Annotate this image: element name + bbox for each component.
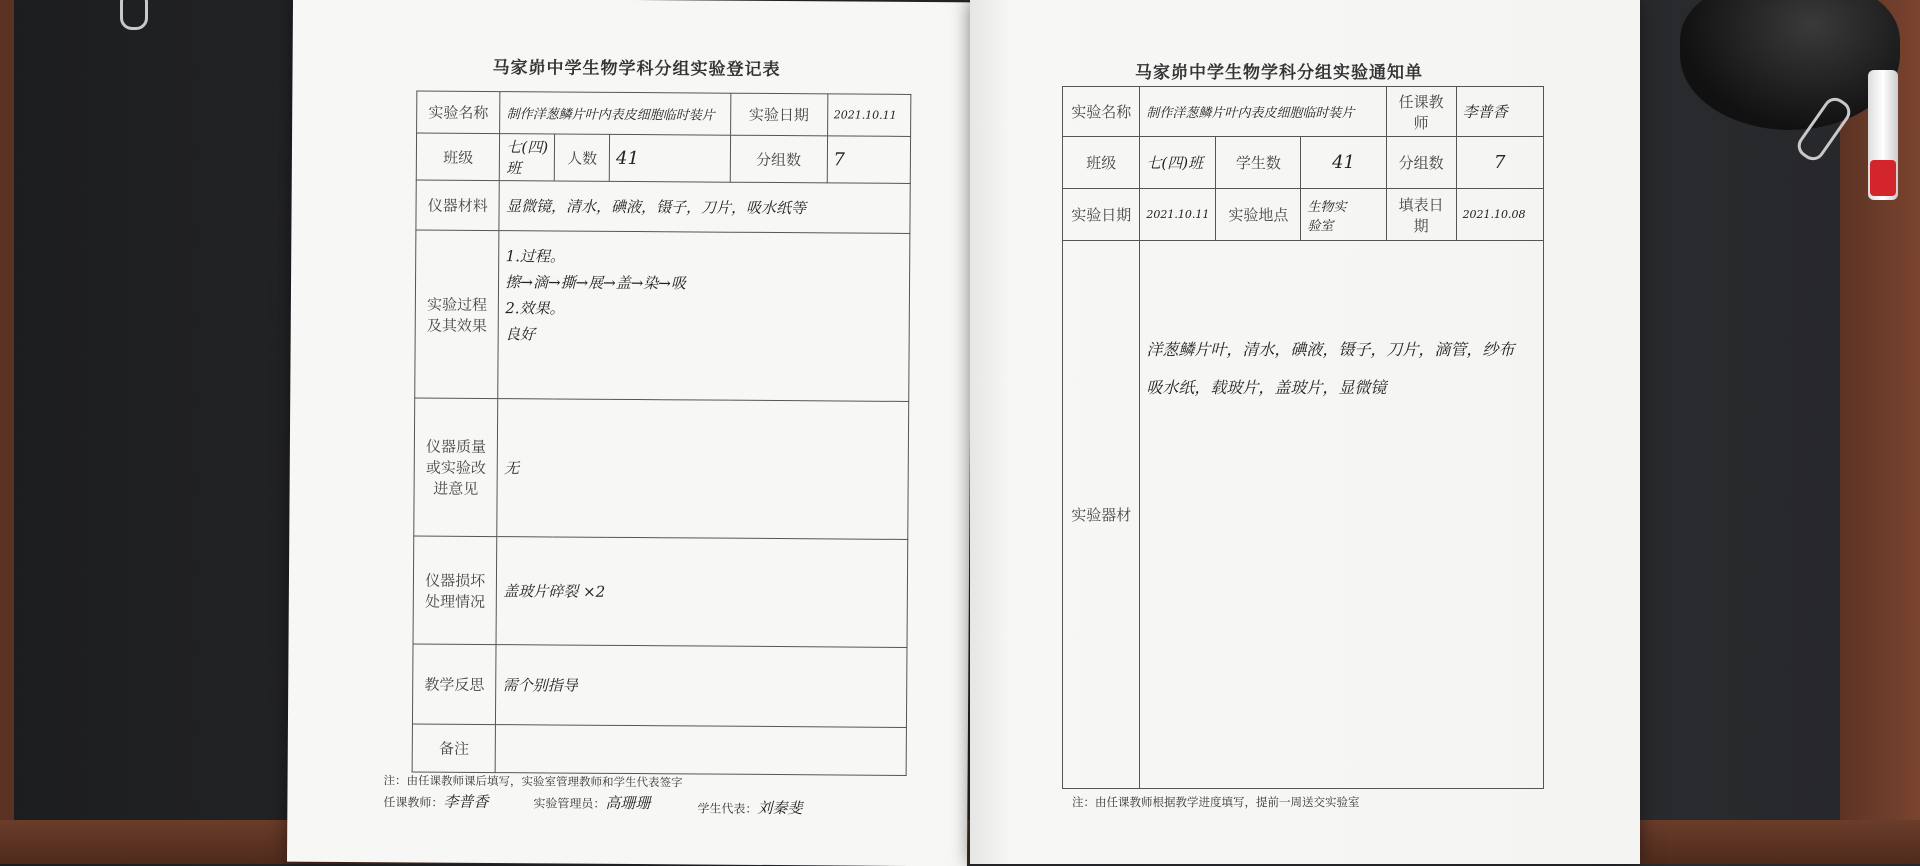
value-experiment-name: 制作洋葱鳞片叶内表皮细胞临时装片 bbox=[1140, 87, 1386, 137]
label-count: 人数 bbox=[555, 134, 610, 181]
label-materials: 仪器材料 bbox=[416, 180, 500, 231]
label-quality: 仪器质量 或实验改 进意见 bbox=[414, 398, 498, 537]
notification-table bbox=[1062, 86, 1544, 789]
label-remark: 备注 bbox=[412, 724, 496, 773]
signature-student-label: 学生代表： bbox=[697, 801, 758, 816]
value-damage: 盖玻片碎裂 ×2 bbox=[496, 537, 907, 648]
label-fill-date: 填表日期 bbox=[1386, 189, 1456, 241]
label-class: 班级 bbox=[416, 133, 500, 181]
signature-admin-value: 高珊珊 bbox=[605, 793, 651, 813]
footnote: 注：由任课教师课后填写，实验室管理教师和学生代表签字 bbox=[383, 773, 683, 790]
signature-teacher bbox=[383, 790, 488, 812]
value-fill-date: 2021.10.08 bbox=[1456, 189, 1543, 241]
value-count: 41 bbox=[609, 134, 730, 182]
page-title: 马家峁中学生物学科分组实验登记表 bbox=[492, 58, 781, 81]
value-groups: 7 bbox=[827, 136, 911, 184]
page-title: 马家峁中学生物学科分组实验通知单 bbox=[1135, 63, 1423, 83]
value-place: 生物实 验室 bbox=[1301, 189, 1386, 241]
signature-teacher-label: 任课教师： bbox=[383, 795, 444, 810]
label-place: 实验地点 bbox=[1216, 189, 1301, 241]
signature-admin-label: 实验管理员： bbox=[533, 796, 606, 811]
signature-student-value: 刘秦斐 bbox=[757, 798, 803, 818]
label-students: 学生数 bbox=[1216, 137, 1301, 189]
value-quality: 无 bbox=[497, 399, 909, 540]
label-process: 实验过程 及其效果 bbox=[415, 230, 500, 399]
notification-sheet bbox=[970, 0, 1640, 864]
signature-teacher-value: 李普香 bbox=[443, 792, 489, 812]
value-students: 41 bbox=[1301, 137, 1386, 189]
value-groups: 7 bbox=[1456, 137, 1543, 189]
label-teacher: 任课教师 bbox=[1386, 87, 1456, 137]
paper-clip-icon bbox=[120, 0, 148, 30]
marker-pen-cap bbox=[1870, 160, 1896, 196]
signature-student bbox=[697, 796, 802, 818]
registration-table bbox=[412, 91, 912, 776]
label-experiment-name: 实验名称 bbox=[417, 91, 501, 134]
value-experiment-date: 2021.10.11 bbox=[827, 94, 911, 137]
value-experiment-name: 制作洋葱鳞片叶内表皮细胞临时装片 bbox=[500, 92, 731, 136]
registration-sheet bbox=[287, 0, 973, 866]
label-groups: 分组数 bbox=[730, 135, 827, 183]
footnote: 注：由任课教师根据教学进度填写，提前一周送交实验室 bbox=[1072, 795, 1360, 809]
value-materials: 显微镜，清水，碘液，镊子，刀片，吸水纸等 bbox=[499, 181, 910, 234]
label-class: 班级 bbox=[1063, 137, 1140, 189]
value-process: 1.过程。 擦→滴→撕→展→盖→染→吸 2.效果。 良好 bbox=[498, 231, 910, 402]
value-reflection: 需个别指导 bbox=[496, 645, 907, 728]
label-groups: 分组数 bbox=[1386, 137, 1456, 189]
desk-edge bbox=[0, 0, 14, 864]
label-experiment-name: 实验名称 bbox=[1063, 87, 1140, 137]
signature-admin bbox=[533, 791, 650, 813]
value-remark bbox=[496, 725, 907, 776]
value-class: 七(四)班 bbox=[1140, 137, 1216, 189]
value-teacher: 李普香 bbox=[1456, 87, 1543, 137]
label-experiment-date: 实验日期 bbox=[730, 93, 827, 136]
value-class: 七(四)班 bbox=[500, 134, 555, 181]
label-reflection: 教学反思 bbox=[412, 644, 496, 725]
value-experiment-date: 2021.10.11 bbox=[1140, 189, 1216, 241]
label-experiment-date: 实验日期 bbox=[1063, 189, 1140, 241]
label-damage: 仪器损坏 处理情况 bbox=[413, 536, 497, 645]
value-equipment: 洋葱鳞片叶，清水，碘液，镊子，刀片，滴管，纱布 吸水纸，载玻片，盖玻片，显微镜 bbox=[1140, 241, 1544, 789]
label-equipment: 实验器材 bbox=[1063, 241, 1140, 789]
